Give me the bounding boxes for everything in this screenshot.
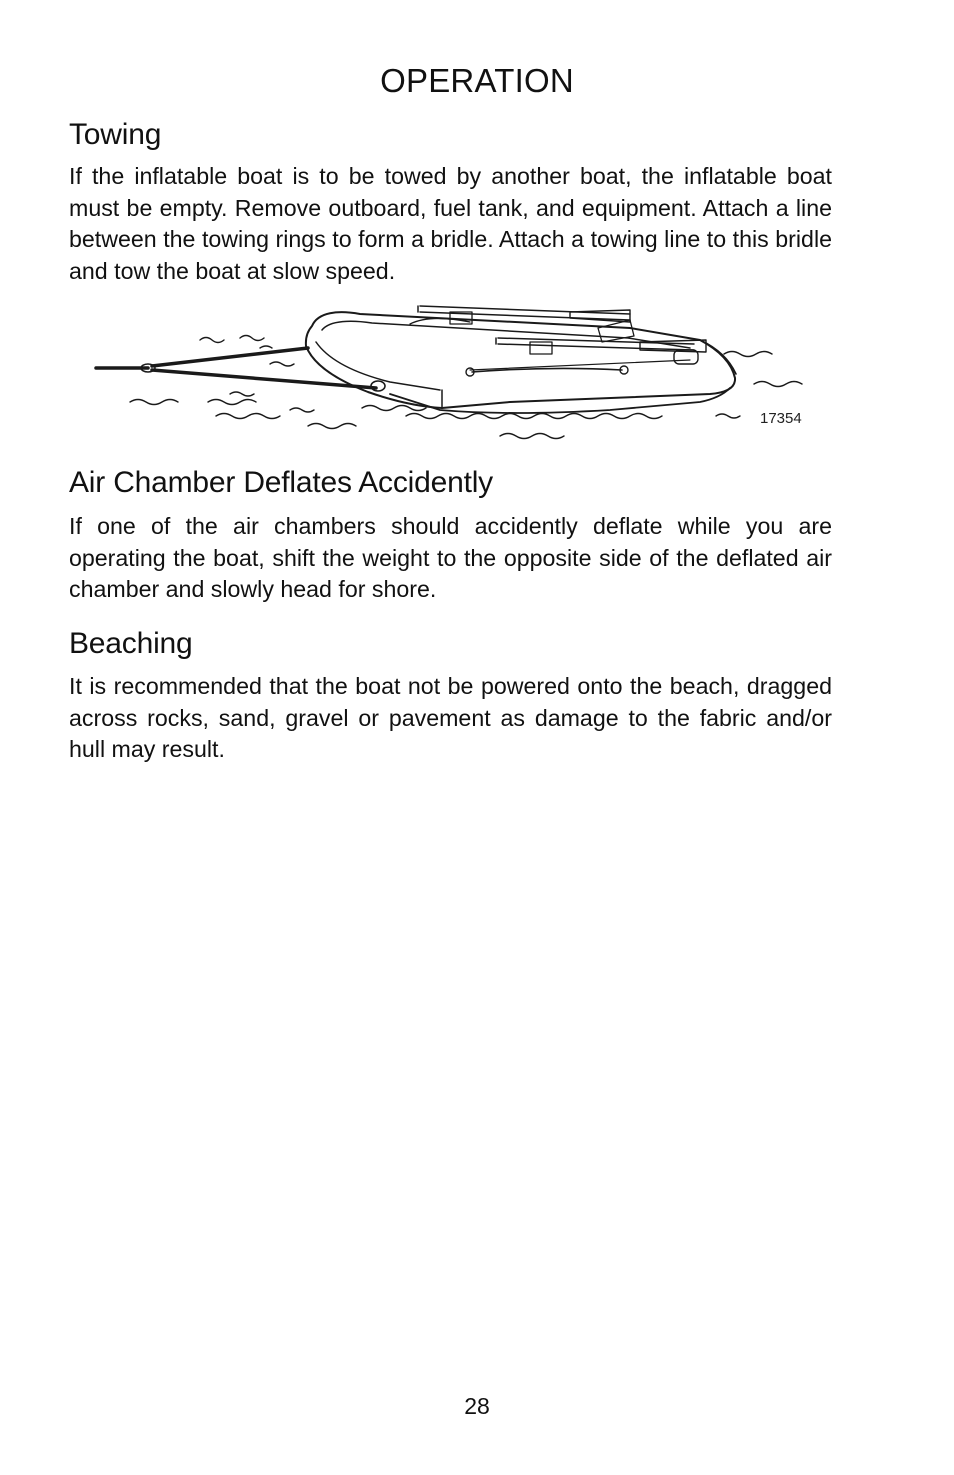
towing-paragraph: If the inflatable boat is to be towed by another boat, the inflatable boat must be empty. Remove outboard, fuel tank, and equipment. Attach a line between the towing rings to form a bridle. Attach a towing line to this bridle and tow the boat at slow speed. — [69, 163, 832, 285]
air-chamber-paragraph: If one of the air chambers should accidently deflate while you are operating the boat, shift the weight to the opposite side of the deflated air chamber and slowly head for shore. — [69, 513, 832, 603]
beaching-paragraph: It is recommended that the boat not be powered onto the beach, dragged across rocks, sand, gravel or pavement as damage to the fabric and/or hull may result. — [69, 673, 832, 763]
towing-ring — [371, 381, 385, 391]
page-title: OPERATION — [380, 62, 574, 99]
air-chamber-heading: Air Chamber Deflates Accidently — [69, 466, 493, 499]
towing-heading: Towing — [69, 118, 162, 151]
towed-inflatable-boat-illustration — [90, 298, 820, 448]
page-number: 28 — [464, 1393, 490, 1419]
figure-number: 17354 — [760, 410, 802, 427]
bridle-line-upper — [152, 348, 308, 366]
bridle-line-lower — [152, 370, 376, 388]
beaching-heading: Beaching — [69, 627, 193, 660]
water-waves — [130, 336, 802, 439]
boat-tube — [306, 312, 735, 408]
